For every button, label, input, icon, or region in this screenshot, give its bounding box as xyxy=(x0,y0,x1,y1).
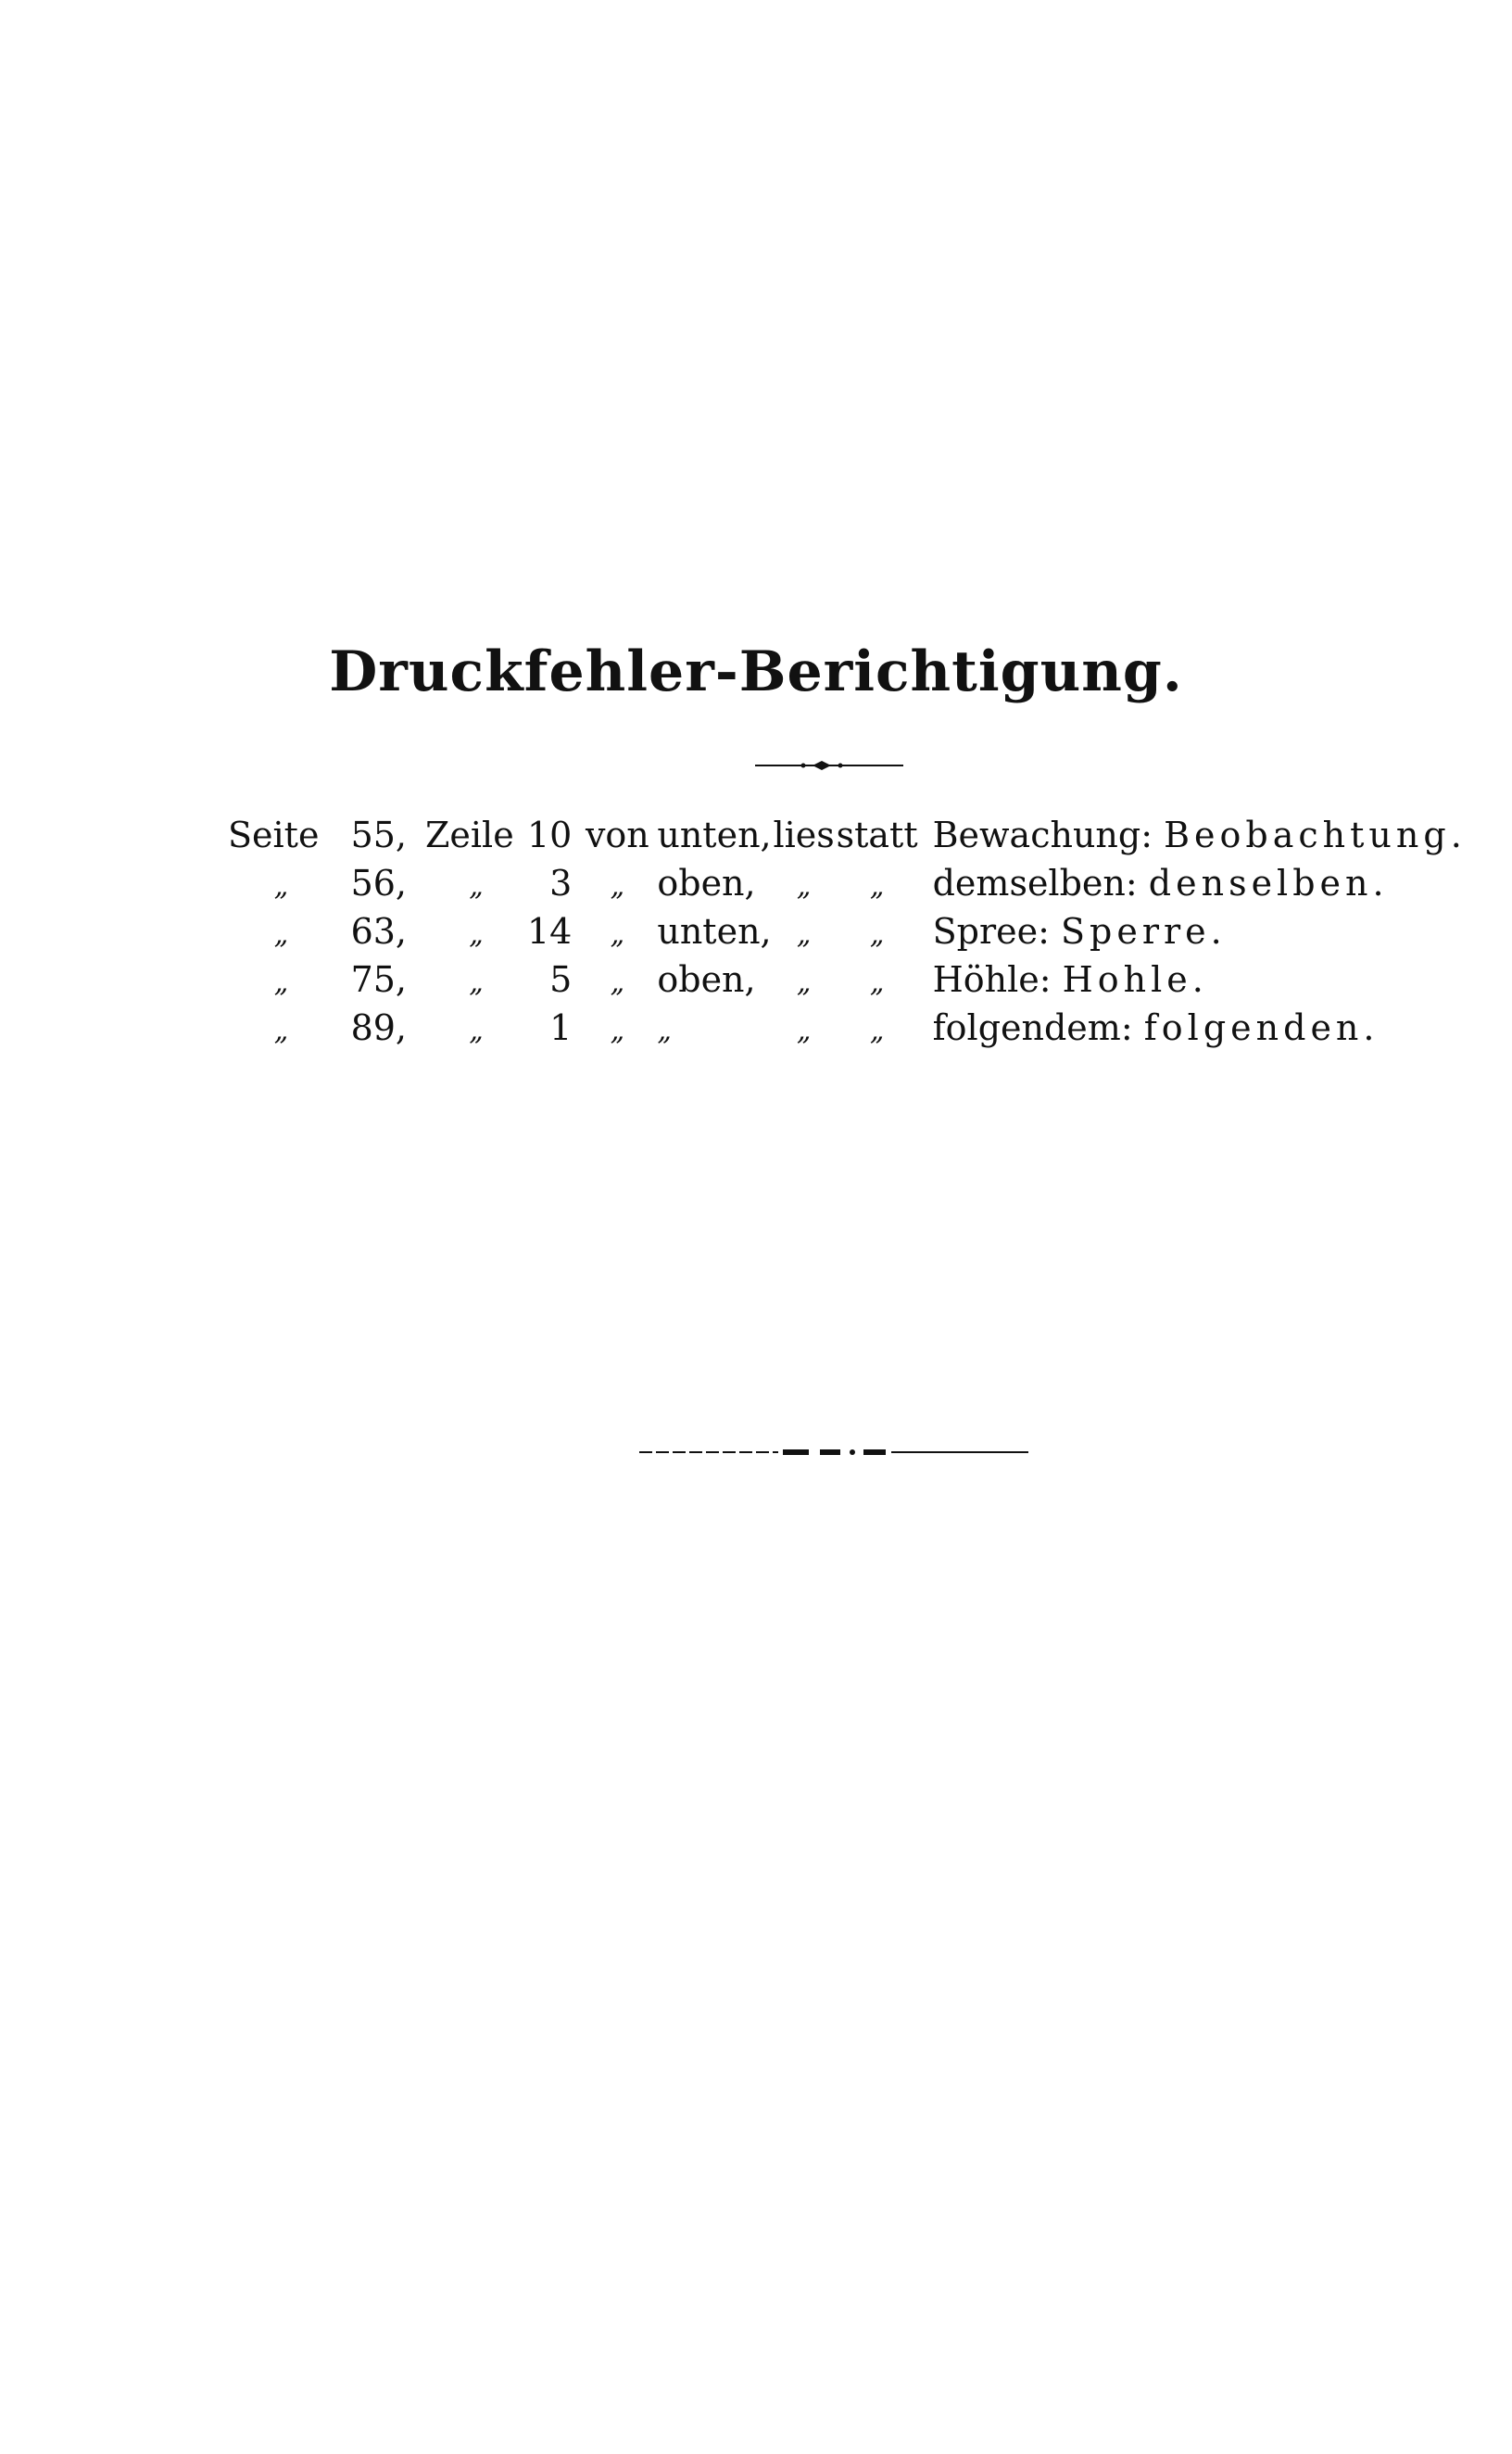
wrong-word: folgendem: xyxy=(932,1007,1133,1048)
ditto-mark: „ xyxy=(796,1015,812,1047)
line-number: 14 xyxy=(527,911,573,952)
von-label xyxy=(585,859,649,907)
title-ornament xyxy=(755,760,903,771)
seite-label xyxy=(228,1004,334,1052)
correction-text xyxy=(918,907,1467,955)
correction-text xyxy=(918,1004,1467,1052)
position-label: unten, xyxy=(657,815,772,855)
ditto-mark: „ xyxy=(869,918,885,951)
lies-label: lies xyxy=(773,815,835,855)
seite-label xyxy=(228,907,334,955)
correction-text xyxy=(918,811,1467,859)
ditto-mark: „ xyxy=(796,967,812,999)
zeile-label xyxy=(412,1004,527,1052)
errata-row xyxy=(228,955,1467,1004)
ditto-mark: „ xyxy=(610,870,625,903)
von-label xyxy=(585,907,649,955)
correct-word: Hohle. xyxy=(1062,959,1208,1000)
ditto-mark: „ xyxy=(869,1015,885,1047)
wrong-word: Spree: xyxy=(932,911,1050,952)
von-label: von xyxy=(585,815,649,855)
lies-label xyxy=(772,955,837,1004)
ditto-mark: „ xyxy=(610,918,625,951)
ditto-mark: „ xyxy=(796,918,812,951)
ditto-mark: „ xyxy=(869,870,885,903)
statt-label: statt xyxy=(836,815,918,855)
von-label xyxy=(585,1004,649,1052)
ditto-mark: „ xyxy=(796,870,812,903)
correct-word: denselben. xyxy=(1148,863,1389,904)
statt-label xyxy=(837,859,918,907)
page-number: 75, xyxy=(350,959,407,1000)
ditto-mark: „ xyxy=(273,918,289,951)
page-number: 89, xyxy=(350,1007,407,1048)
line-number: 3 xyxy=(549,863,573,904)
zeile-label xyxy=(412,859,527,907)
page-number: 55, xyxy=(350,815,407,855)
position-label: oben, xyxy=(657,959,756,1000)
zeile-label: Zeile xyxy=(425,815,514,855)
correction-text xyxy=(918,859,1467,907)
seite-label xyxy=(228,955,334,1004)
errata-table xyxy=(228,811,1467,1052)
position-label: oben, xyxy=(657,863,756,904)
ditto-mark: „ xyxy=(610,967,625,999)
wrong-word: Höhle: xyxy=(932,959,1052,1000)
correct-word: folgenden. xyxy=(1143,1007,1380,1048)
page-number: 63, xyxy=(350,911,407,952)
ditto-mark: „ xyxy=(469,967,484,999)
errata-row xyxy=(228,1004,1467,1052)
ditto-mark: „ xyxy=(273,967,289,999)
line-number: 5 xyxy=(549,959,573,1000)
statt-label xyxy=(837,907,918,955)
correct-word: Sperre. xyxy=(1061,911,1227,952)
von-label xyxy=(585,955,649,1004)
ditto-mark: „ xyxy=(469,1015,484,1047)
errata-row xyxy=(228,859,1467,907)
page-number: 56, xyxy=(350,863,407,904)
errata-row xyxy=(228,811,1467,859)
ditto-mark: „ xyxy=(469,870,484,903)
correct-word: Beobachtung. xyxy=(1164,815,1467,855)
statt-label xyxy=(837,955,918,1004)
wrong-word: demselben: xyxy=(932,863,1138,904)
errata-row xyxy=(228,907,1467,955)
zeile-label xyxy=(412,907,527,955)
line-number: 1 xyxy=(549,1007,573,1048)
page-title: Druckfehler-Berichtigung. xyxy=(329,639,1183,704)
lies-label xyxy=(772,859,837,907)
end-ornament-rule xyxy=(639,1446,1028,1459)
ditto-mark: „ xyxy=(869,967,885,999)
lies-label xyxy=(772,907,837,955)
ditto-mark: „ xyxy=(469,918,484,951)
ditto-mark: „ xyxy=(273,870,289,903)
statt-label xyxy=(837,1004,918,1052)
ditto-mark: „ xyxy=(657,1015,672,1047)
position-label xyxy=(649,1004,771,1052)
ditto-mark: „ xyxy=(610,1015,625,1047)
line-number: 10 xyxy=(527,815,573,855)
position-label: unten, xyxy=(657,911,772,952)
seite-label xyxy=(228,859,334,907)
lies-label xyxy=(772,1004,837,1052)
ditto-mark: „ xyxy=(273,1015,289,1047)
correction-text xyxy=(918,955,1467,1004)
zeile-label xyxy=(412,955,527,1004)
seite-label: Seite xyxy=(228,815,320,855)
wrong-word: Bewachung: xyxy=(932,815,1153,855)
